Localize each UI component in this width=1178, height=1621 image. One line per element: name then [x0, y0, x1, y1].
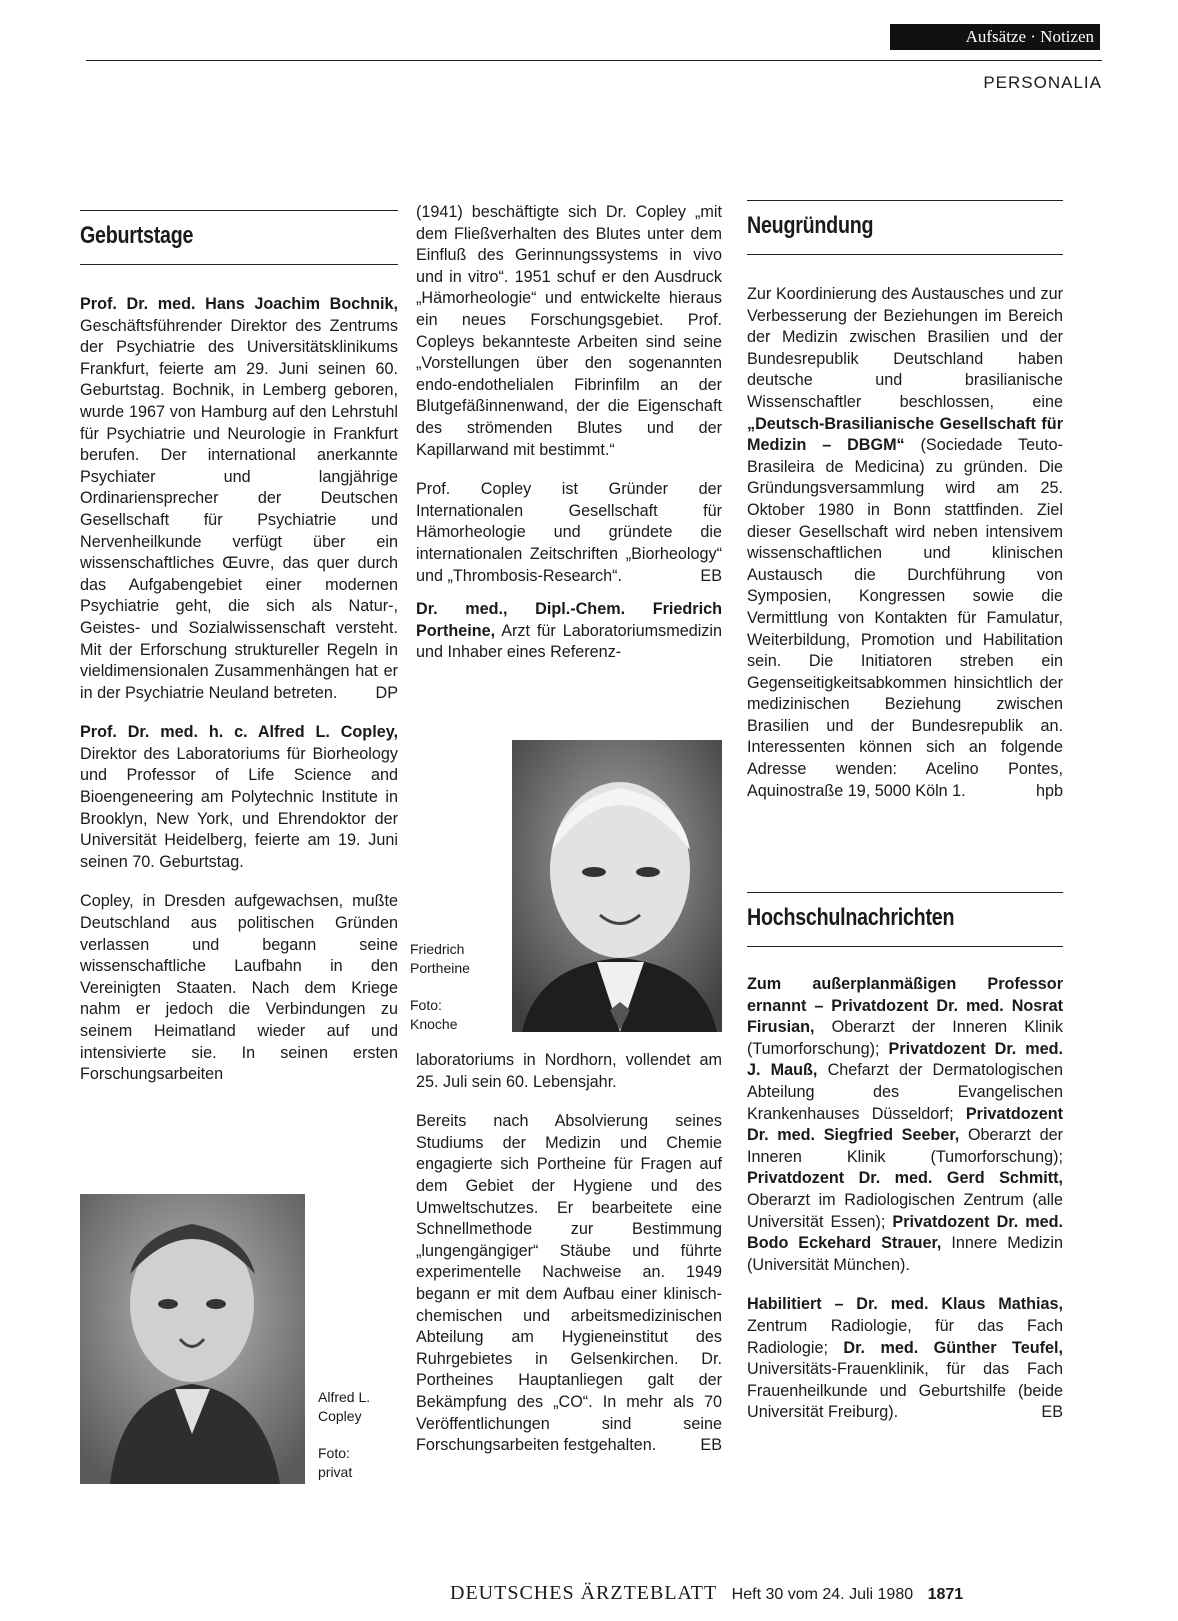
article-text: Chefarzt der Dermatologischen Abteilung des Evangelischen Krankenhauses Düsseldorf;: [747, 1061, 1063, 1123]
article-bochnik: [80, 294, 398, 704]
article-text: Oberarzt der Inneren Klinik (Tumorforschung);: [747, 1126, 1063, 1166]
author-signature: hpb: [1035, 781, 1063, 800]
caption-name: Friedrich: [410, 941, 465, 957]
article-professoren: [747, 974, 1063, 1276]
caption-credit: Foto:: [318, 1445, 350, 1461]
caption-credit: privat: [318, 1464, 353, 1480]
heading-rule-top: [747, 200, 1063, 201]
article-text: Oberarzt der Inneren Klinik (Tumorforschung);: [747, 1018, 1063, 1058]
portrait-image: [80, 1194, 305, 1484]
author-signature: EB: [700, 566, 722, 585]
person-name: Prof. Dr. med. Hans Joachim Bochnik,: [80, 295, 398, 313]
column-3-top: [747, 284, 1063, 820]
person-name: Zum außerplanmäßigen Professor ernannt – Privatdozent Dr. med. Nosrat Firusian,: [747, 975, 1063, 1037]
article-portheine-body: [416, 1111, 722, 1457]
person-name: Dr. med., Dipl.-Chem. Friedrich Portheine,: [416, 600, 722, 640]
article-text: Arzt für Laboratoriumsmedizin und Inhaber eines Referenz-: [416, 621, 722, 662]
article-text: Geschäftsführender Direktor des Zentrums der Psychiatrie des Universitätsklinikums Frankfurt, feierte am 29. Juni seinen 60. Geburtstag. Bochnik, in Lemberg geboren, wurde 1967 von Hamburg auf den Lehrstuhl für Psychiatrie und Neurologie in Frankfurt berufen. Der international anerkannte Psychiater und langjährige Ordinariensprecher der Deutschen Gesellschaft für Psychiatrie und Nervenheilkunde verfügt über ein wissenschaftliches Œuvre, das quer durch das Aufgabengebiet einer modernen Psychiatrie geht, die sich als Natur-, Geistes- und Sozialwissenschaft versteht. Mit der Erforschung struktureller Regeln in vieldimensionalen Zusammenhängen hat er in der Psychiatrie Neuland betreten.: [80, 316, 398, 702]
person-name: Habilitiert – Dr. med. Klaus Mathias,: [747, 1295, 1063, 1314]
section-tag: Aufsätze · Notizen: [890, 24, 1100, 50]
issue-info: Heft 30 vom 24. Juli 1980: [731, 1586, 914, 1603]
article-copley-cont: (1941) beschäftigte sich Dr. Copley „mit dem Fließverhalten des Blutes unter dem Einfluß des Gerinnungssystems in vivo und in vitro“. 1951 schuf er den Ausdruck „Hämorheologie“ und entwickelte hieraus ein neues Forschungsgebiet. Prof. Copleys bekannteste Arbeiten sind seine „Vorstellungen über den sogenannten endo-endothelialen Fibrinfilm an der Blutgefäßinnenwand, der die Eigenschaft des strömenden Blutes und der Kapillarwand mit bestimmt.“: [416, 203, 722, 459]
article-text: Zur Koordinierung des Austausches und zur Verbesserung der Beziehungen im Bereich der Medizin zwischen Brasilien und der Bundesrepublik Deutschland haben deutsche und brasilianische Wissenschaftler beschlossen, eine: [747, 285, 1063, 411]
article-text: Direktor des Laboratoriums für Biorheology und Professor of Life Science and Bioengeneering am Polytechnic Institute in Brooklyn, New York, und Ehrendoktor der Universität Heidelberg, feierte am 19. Juni seinen 70. Geburtstag.: [80, 744, 398, 871]
journal-name: DEUTSCHES ÄRZTEBLATT: [450, 1582, 718, 1604]
person-name: Privatdozent Dr. med. Siegfried Seeber,: [747, 1104, 1063, 1145]
page-footer: [450, 1582, 963, 1605]
photo-portheine: [512, 740, 722, 1032]
heading-neugruendung: Neugründung: [747, 212, 874, 239]
heading-rule-bottom: [747, 254, 1063, 255]
caption-name: Portheine: [410, 960, 470, 976]
rubric-title: PERSONALIA: [983, 73, 1102, 92]
article-text: Zentrum Radiologie, für das Fach Radiologie;: [747, 1316, 1063, 1357]
article-copley-intro: [80, 722, 398, 873]
portrait-image: [512, 740, 722, 1032]
heading-geburtstage: Geburtstage: [80, 222, 194, 249]
person-name: Dr. med. Günther Teufel,: [843, 1338, 1063, 1357]
heading-rule-top: [747, 892, 1063, 893]
article-text: Oberarzt im Radiologischen Zentrum (alle Universität Essen);: [747, 1190, 1063, 1231]
person-name: Privatdozent Dr. med. Gerd Schmitt,: [747, 1169, 1063, 1188]
heading-rule-bottom: [80, 264, 398, 265]
author-signature: DP: [375, 683, 398, 702]
person-name: Prof. Dr. med. h. c. Alfred L. Copley,: [80, 723, 398, 742]
article-habilitiert: [747, 1294, 1063, 1424]
article-portheine-cont: laboratoriums in Nordhorn, vollendet am 25. Juli sein 60. Lebensjahr.: [416, 1051, 722, 1091]
article-neugruendung: [747, 284, 1063, 802]
article-text: Prof. Copley ist Gründer der Internationalen Gesellschaft für Hämorheologie und gründete die internationalen Zeitschriften „Biorheology“ und „Thrombosis-Research“.: [416, 480, 722, 585]
caption-name: Alfred L.: [318, 1389, 371, 1405]
page-number: 1871: [927, 1586, 964, 1603]
photo-copley: [80, 1194, 305, 1484]
caption-name: Copley: [318, 1408, 362, 1424]
article-copley-end: [416, 479, 722, 587]
caption-credit: Knoche: [410, 1016, 458, 1032]
person-name: Privatdozent Dr. med. J. Mauß,: [747, 1039, 1063, 1080]
article-copley-body: Copley, in Dresden aufgewachsen, mußte Deutschland aus politischen Gründen verlassen und begann seine wissenschaftliche Laufbahn in den Vereinigten Staaten. Nach dem Kriege nahm er jedoch die Verbindungen zu seinem Heimatland wieder auf und intensivierte sie. In seinen ersten Forschungsarbeiten: [80, 892, 398, 1084]
caption-copley: [318, 1388, 398, 1482]
column-2-bottom: [416, 1050, 722, 1475]
header-rule: [86, 60, 1102, 61]
heading-rule-top: [80, 210, 398, 211]
society-name: „Deutsch-Brasilianische Gesellschaft für Medizin – DBGM“: [747, 414, 1063, 455]
article-text: Innere Medizin (Universität München).: [747, 1234, 1063, 1274]
column-2-top: [416, 202, 722, 682]
column-3-bottom: [747, 974, 1063, 1442]
article-text: Universitäts-Frauenklinik, für das Fach Frauenheilkunde und Geburtshilfe (beide Universität Freiburg).: [747, 1360, 1063, 1422]
article-text: (Sociedade Teuto-Brasileira de Medicina) zu gründen. Die Gründungsversammlung wird am 25. Oktober 1980 in Bonn stattfinden. Ziel dieser Gesellschaft wird neben intensivem wissenschaftlichen und klinischen Austausch die Durchführung von Symposien, Kongressen sowie die Vermittlung von Kontakten für Famulatur, Weiterbildung, Promotion und Habilitation sein. Die Initiatoren streben ein Gegenseitigkeitsabkommen hinsichtlich der medizinischen Beziehung zwischen Brasilien und der Bundesrepublik an. Interessenten können sich an folgende Adresse wenden: Acelino Pontes, Aquinostraße 19, 5000 Köln 1.: [747, 436, 1063, 800]
column-1: [80, 294, 398, 1104]
caption-portheine: [410, 940, 500, 1034]
person-name: Privatdozent Dr. med. Bodo Eckehard Strauer,: [747, 1212, 1064, 1253]
article-portheine-intro: [416, 599, 722, 664]
author-signature: EB: [1041, 1403, 1063, 1422]
author-signature: EB: [700, 1436, 722, 1455]
heading-rule-bottom: [747, 946, 1063, 947]
article-text: Bereits nach Absolvierung seines Studiums der Medizin und Chemie engagierte sich Portheine für Fragen auf dem Gebiet der Hygiene und des Umweltschutzes. Er bearbeitete eine Schnellmethode zur Bestimmung „lungengängiger“ Stäube und führte experimentelle Nachweise an. 1949 begann er mit dem Aufbau einer klinisch-chemischen und arbeitsmedizinischen Abteilung am Hygieneinstitut des Ruhrgebietes in Gelsenkirchen. Dr. Portheines Hauptanliegen galt der Bekämpfung des „CO“. In mehr als 70 Veröffentlichungen sind seine Forschungsarbeiten festgehalten.: [416, 1112, 722, 1455]
caption-credit: Foto:: [410, 997, 442, 1013]
heading-hochschulnachrichten: Hochschulnachrichten: [747, 904, 955, 931]
